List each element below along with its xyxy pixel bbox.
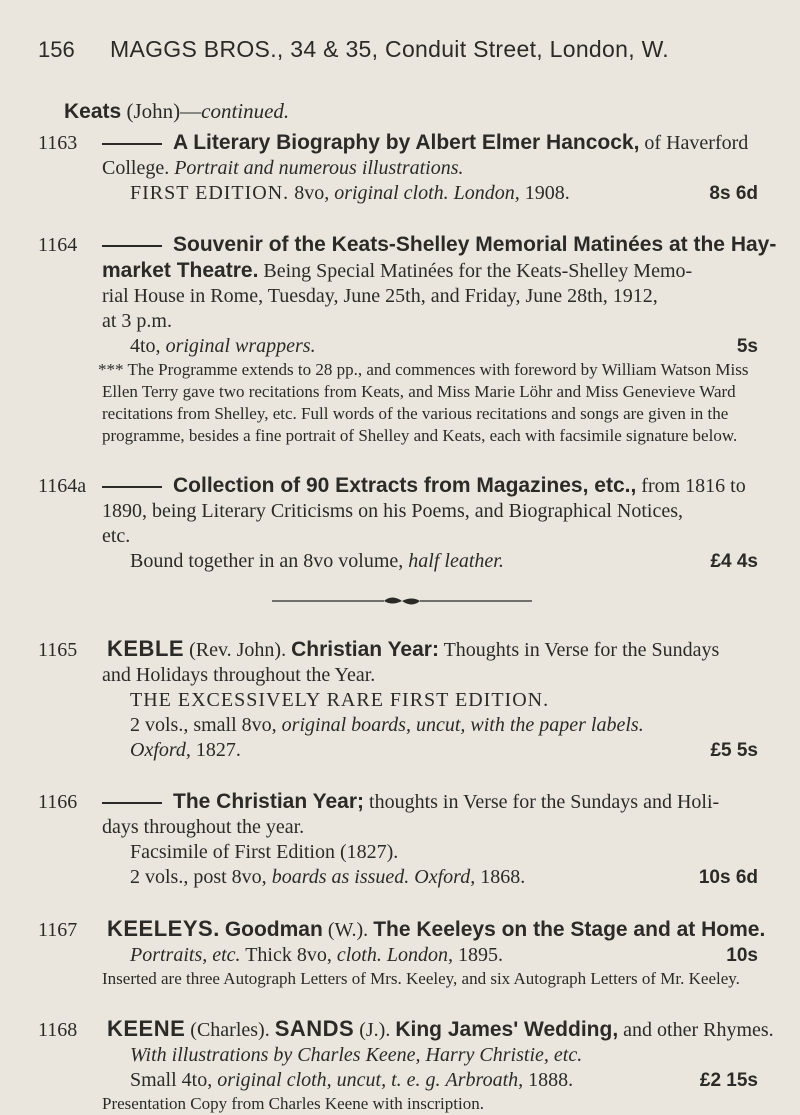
- binding: original cloth.: [334, 182, 449, 204]
- section-divider-ornament: [38, 594, 766, 608]
- edition-note: FIRST EDITION.: [130, 182, 290, 204]
- entry-number: 1164a: [38, 475, 87, 497]
- entry-title-cont: market Theatre.: [102, 259, 259, 282]
- edition-note: THE EXCESSIVELY RARE FIRST EDITION.: [130, 689, 550, 711]
- imprint-year: 1827.: [195, 739, 241, 761]
- imprint-year: 1908.: [524, 182, 570, 204]
- entry-note: Inserted are three Autograph Letters of Mrs. Keeley, and six Autograph Letters of Mr. Keeley.: [102, 969, 740, 988]
- format: 8vo,: [294, 182, 330, 204]
- imprint-place: Oxford,: [130, 739, 191, 761]
- binding: original wrappers.: [165, 335, 316, 357]
- entry-note: *** The Programme extends to 28 pp., and commences with foreword by William Watson Miss Ellen Terry gave two recitations from Keats, and Miss Marie Löhr and Miss Genevieve Ward recitations from Shelley, etc. Full words of the various recitations and songs are given in the programme, besides a fine portrait of Shelley and Keats, each with facsimile signature below.: [98, 360, 749, 445]
- price: £2 15s: [699, 1070, 758, 1091]
- entry-author: KEENE: [107, 1016, 186, 1041]
- entry-text: days throughout the year.: [102, 816, 305, 838]
- entry-text: at 3 p.m.: [102, 310, 172, 332]
- entry-1166: [38, 789, 766, 890]
- format: 2 vols., small 8vo,: [130, 714, 277, 736]
- ditto-dash: [102, 143, 162, 145]
- binding: boards as issued.: [271, 866, 410, 888]
- entry-1167: [38, 916, 766, 990]
- entry-1164: [38, 232, 777, 447]
- entry-author: KEBLE: [107, 636, 185, 661]
- format: 4to,: [130, 335, 161, 357]
- entry-author-rest: (Charles).: [190, 1019, 270, 1041]
- entry-title: Christian Year:: [291, 638, 439, 661]
- binding: cloth.: [336, 944, 382, 966]
- entry-text: Facsimile of First Edition (1827).: [130, 841, 399, 863]
- entry-author-rest: (Rev. John).: [189, 639, 287, 661]
- entry-title-tail: and other Rhymes.: [623, 1019, 774, 1041]
- entry-title: Souvenir of the Keats-Shelley Memorial Matinées at the Hay-: [173, 233, 777, 256]
- price: 5s: [736, 336, 758, 357]
- price: 10s 6d: [698, 867, 758, 888]
- imprint-place: London,: [453, 182, 520, 204]
- entry-title-tail: thoughts in Verse for the Sundays and Holi-: [369, 791, 720, 813]
- binding: original cloth, uncut, t. e. g.: [217, 1069, 441, 1091]
- format: Thick 8vo,: [245, 944, 332, 966]
- entry-author-second: Goodman: [224, 918, 323, 941]
- running-head: MAGGS BROS., 34 & 35, Conduit Street, London, W.: [110, 36, 669, 62]
- entry-author-second-rest: (J.).: [359, 1019, 391, 1041]
- price: £4 4s: [710, 551, 758, 572]
- section-author-rest: (John)—: [126, 99, 202, 123]
- entry-1165: [38, 636, 766, 763]
- imprint-year: 1895.: [457, 944, 503, 966]
- imprint-year: 1868.: [480, 866, 526, 888]
- entry-1168: [38, 1016, 774, 1115]
- entry-title-tail: of Haverford: [644, 132, 749, 154]
- entry-number: 1166: [38, 791, 78, 813]
- price: £5 5s: [710, 740, 758, 761]
- entry-text: etc.: [102, 525, 131, 547]
- section-heading: [64, 99, 766, 124]
- page-header: [38, 36, 766, 63]
- entry-title: The Christian Year;: [173, 790, 365, 813]
- section-continued: continued.: [201, 99, 290, 123]
- format: 2 vols., post 8vo,: [130, 866, 267, 888]
- page-number: 156: [38, 37, 75, 62]
- binding: half leather.: [408, 550, 504, 572]
- entry-number: 1167: [38, 919, 78, 941]
- entry-author-rest: (W.).: [327, 919, 369, 941]
- entry-title: The Keeleys on the Stage and at Home.: [373, 918, 766, 941]
- entry-description: Portraits, etc.: [130, 944, 241, 966]
- imprint-place: Arbroath,: [445, 1069, 524, 1091]
- entry-text: rial House in Rome, Tuesday, June 25th, and Friday, June 28th, 1912,: [102, 285, 658, 307]
- entry-number: 1165: [38, 639, 78, 661]
- entry-text: 1890, being Literary Criticisms on his Poems, and Biographical Notices,: [102, 500, 684, 522]
- entry-title-tail: from 1816 to: [641, 475, 746, 497]
- entry-title-tail: Thoughts in Verse for the Sundays: [443, 639, 720, 661]
- entry-number: 1164: [38, 234, 78, 256]
- format: Bound together in an 8vo volume,: [130, 550, 404, 572]
- entry-1164a: [38, 473, 766, 574]
- imprint-year: 1888.: [528, 1069, 574, 1091]
- entry-title: Collection of 90 Extracts from Magazines, etc.,: [173, 474, 637, 497]
- price: 10s: [726, 945, 758, 966]
- imprint-place: London,: [386, 944, 453, 966]
- price: 8s 6d: [709, 183, 758, 204]
- format: Small 4to,: [130, 1069, 213, 1091]
- divider-ornament-icon: [272, 594, 532, 608]
- entry-author-second: SANDS: [274, 1016, 355, 1041]
- entry-number: 1168: [38, 1019, 78, 1041]
- ditto-dash: [102, 245, 162, 247]
- ditto-dash: [102, 802, 162, 804]
- entry-text: Being Special Matinées for the Keats-Shelley Memo-: [263, 260, 693, 282]
- entry-title: King James' Wedding,: [395, 1018, 619, 1041]
- entry-number: 1163: [38, 132, 78, 154]
- entry-title: A Literary Biography by Albert Elmer Hancock,: [173, 131, 640, 154]
- entry-note: Presentation Copy from Charles Keene with inscription.: [102, 1094, 484, 1113]
- entry-1163: [38, 130, 766, 206]
- section-author: Keats: [64, 100, 122, 123]
- entry-description: With illustrations by Charles Keene, Harry Christie, etc.: [130, 1044, 583, 1066]
- ditto-dash: [102, 486, 162, 488]
- entry-author: KEELEYS.: [107, 916, 220, 941]
- imprint-place: Oxford,: [414, 866, 476, 888]
- entry-text: College.: [102, 157, 170, 179]
- entry-description: Portrait and numerous illustrations.: [174, 157, 464, 179]
- binding: original boards, uncut, with the paper labels.: [281, 714, 644, 736]
- entry-text: and Holidays throughout the Year.: [102, 664, 376, 686]
